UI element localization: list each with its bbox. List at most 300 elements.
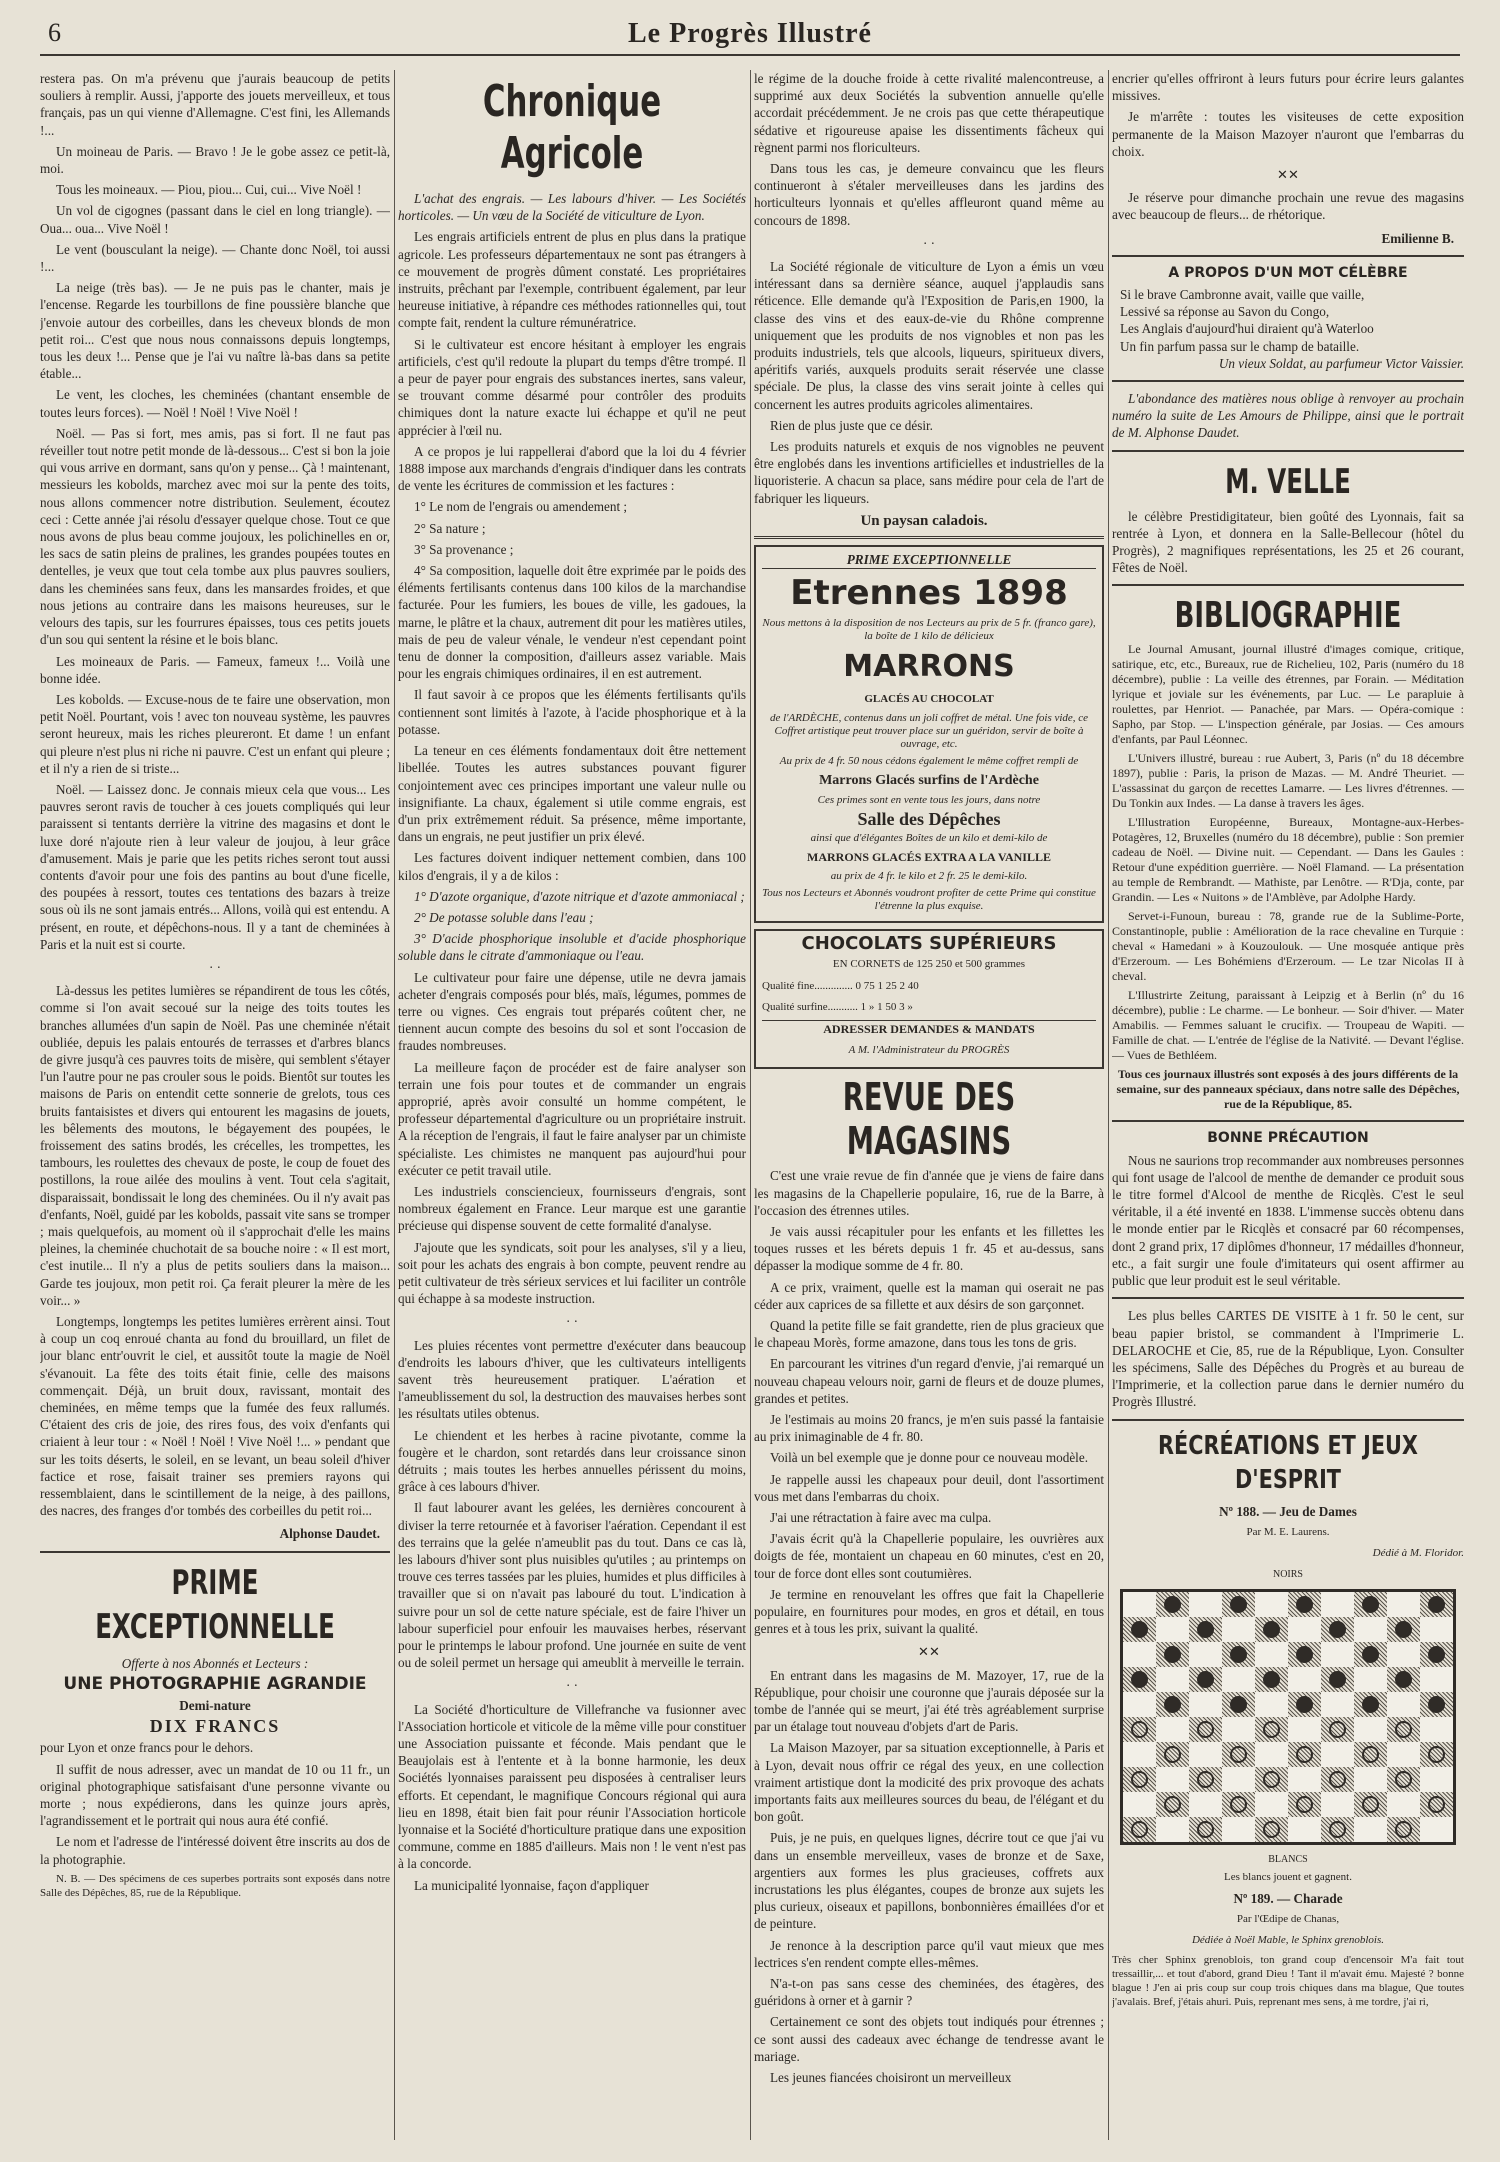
precaution-title: BONNE PRÉCAUTION (1207, 1130, 1369, 1147)
column-rule (394, 70, 395, 2140)
board-square-light (1189, 1692, 1222, 1717)
paragraph: Il faut labourer avant les gelées, les dernières concourent à diviser la terre retournée et à favoriser l'aération. Cependant il est des terrains que la gelée n'ameublit pas du tout. Dans ce cas là, les labours d'hiver sont plus nuisibles qu'utiles ; au printemps on trouve ces terres tassées par les pluies, humides et plus difficiles à travailler que si on n'avait pas labouré du tout. L'indication à suivre pour un sol de cette nature spéciale, est de faire l'hiver un labour superficiel pour enfouir les mauvaises herbes, réservant pour le printemps le labour profond. Une journée en suite de vent ou de soleil permet un hersage qui ameublit à merveille le terrain. (398, 1500, 746, 1671)
board-square-light (1387, 1742, 1420, 1767)
board-square-light (1222, 1717, 1255, 1742)
paragraph: Un moineau de Paris. — Bravo ! Je le gobe assez ce petit-là, moi. (40, 143, 390, 177)
board-square-light (1255, 1792, 1288, 1817)
paragraph: Dans tous les cas, je demeure convaincu que les fleurs continueront à s'étaler merveilleuses dans les jardins des horticulteurs lyonnais et qu'elles affleuront quand même au concours de 1898. (754, 161, 1104, 228)
paragraph: Rien de plus juste que ce désir. (770, 417, 933, 433)
board-square (1420, 1742, 1453, 1767)
column-3 (754, 70, 1104, 2140)
black-piece (1296, 1646, 1313, 1663)
white-piece (1329, 1721, 1346, 1738)
paragraph: Noël. — Pas si fort, mes amis, pas si fort. Il ne faut pas réveiller tout notre petit monde de là-dessous... C'est si bon la joie qui vous arrive en dormant, sans qu'on y pense... Çà ! maintenant, messieurs les kobolds, marchez avec moi sur la pente des toits, nous allons commencer notre distribution. Seulement, écoutez ceci : Cette année j'ai résolu d'essayer quelque chose. Tout ce que nous avons de plus beau comme joujoux, les polichinelles en or, les sacs de satin pleins de pralines, les grandes poupées toutes en dentelles, je veux que tout cela tombe aux plus pauvres souliers, dans les cheminées sans feux, dans les mansardes froides, et que nous jetions au contraire dans les maisons heureuses, sur le velours des tapis, sur les fourrures épaisses, tous ces petits jouets d'un sou qui sentent la résine et le bois blanc. (40, 425, 390, 648)
board-square-light (1288, 1717, 1321, 1742)
paragraph: Je réserve pour dimanche prochain une revue des magasins avec beaucoup de fleurs... de rhétorique. (1112, 190, 1464, 223)
chocolats-title: CHOCOLATS SUPÉRIEURS (801, 933, 1057, 955)
board-square-light (1255, 1592, 1288, 1617)
paragraph: Il faut savoir à ce propos que les éléments fertilisants qu'ils contiennent sont limités à l'azote, à l'acide phosphorique et à la potasse. (398, 687, 746, 737)
board-square (1222, 1692, 1255, 1717)
paragraph: N. B. — Des spécimens de ces superbes portraits sont exposés dans notre Salle des Dépêches, 85, rue de la République. (40, 1872, 390, 1899)
board-square (1156, 1792, 1189, 1817)
white-piece (1395, 1721, 1412, 1738)
board-square-light (1156, 1667, 1189, 1692)
prime-photo-heading: UNE PHOTOGRAPHIE AGRANDIE (63, 1673, 367, 1694)
board-square (1255, 1717, 1288, 1742)
white-piece (1296, 1796, 1313, 1813)
board-square-light (1321, 1742, 1354, 1767)
separator: · · (922, 235, 936, 251)
board-square (1123, 1817, 1156, 1842)
board-square-light (1354, 1717, 1387, 1742)
board-square (1354, 1642, 1387, 1667)
board-square-light (1321, 1692, 1354, 1717)
paragraph: restera pas. On m'a prévenu que j'aurais beaucoup de petits souliers à remplir. Aussi, j'apporte des jouets merveilleux, et tous français, pas un qui vienne d'Allemagne. C'est fini, les Allemands !... (40, 71, 390, 138)
paragraph: J'ai une rétractation à faire avec ma culpa. (770, 1509, 992, 1525)
paragraph: Le chiendent et les herbes à racine pivotante, comme la fougère et le chardon, sont retardés dans leur croissance sinon détruits ; mais toutes les herbes annuelles périssent du moins, grâce à ces labours d'hiver. (398, 1427, 746, 1495)
page-number: 6 (48, 18, 61, 47)
white-piece (1362, 1796, 1379, 1813)
paragraph: Servet-i-Funoun, bureau : 78, grande rue de la Sublime-Porte, Constantinople, publie : Amélioration de la race chevaline en Turquie : cheval « Hamedani » à Kouzoulouk. — Une mosquée antique près d'Erzeroum. — Les Bohémiens d'Erzeroum. — Le tzar Nicolas II à cheval. (1112, 909, 1464, 984)
black-piece (1230, 1646, 1247, 1663)
board-square-light (1288, 1767, 1321, 1792)
divider (754, 536, 1104, 539)
paragraph: Les moineaux de Paris. — Fameux, fameux !... Voilà une bonne idée. (40, 653, 390, 686)
board-square (1288, 1642, 1321, 1667)
separator: · · (565, 1314, 579, 1330)
chronique-signature: Un paysan caladois. (860, 512, 988, 529)
revue-signature: Emilienne B. (1381, 230, 1454, 246)
glaces-label: GLACÉS AU CHOCOLAT (864, 693, 994, 706)
board-square (1123, 1767, 1156, 1792)
divider (1112, 450, 1464, 452)
board-square (1255, 1667, 1288, 1692)
vanille-price: au prix de 4 fr. le kilo et 2 fr. 25 le demi-kilo. (830, 870, 1028, 883)
paragraph: En parcourant les vitrines d'un regard d'envie, j'ai remarqué un nouveau chapeau velours noir, garni de fleurs et de douze plumes, grandes et petites. (754, 1356, 1104, 1406)
paragraph: Les produits naturels et exquis de nos vignobles ne peuvent être englobés dans les inventions artificielles et industrielles de la liquoristerie. A chacun sa place, sans médire pour cela de l'art de fabriquer les liqueurs. (754, 439, 1104, 506)
white-piece (1131, 1771, 1148, 1788)
black-piece (1164, 1596, 1181, 1613)
paragraph: Le vent (bousculant la neige). — Chante donc Noël, toi aussi !... (40, 241, 390, 275)
board-square (1123, 1667, 1156, 1692)
black-piece (1263, 1671, 1280, 1688)
paragraph: 1° Le nom de l'engrais ou amendement ; (414, 499, 628, 515)
column-4 (1112, 70, 1464, 2140)
etrennes-ad (754, 545, 1104, 923)
paragraph: A ce prix, vraiment, quelle est la maman qui oserait ne pas céder aux caprices de sa fillette et aux désirs de son garçonnet. (754, 1279, 1104, 1312)
poem-line: Un fin parfum passa sur le champ de bataille. (1120, 338, 1360, 354)
velle-title: M. VELLE (1225, 461, 1351, 502)
paragraph: Je rappelle aussi les chapeaux pour deuil, dont l'assortiment vous met dans l'embarras du choix. (754, 1471, 1104, 1504)
paragraph: La municipalité lyonnaise, façon d'appliquer (414, 1877, 649, 1893)
paragraph: Je vais aussi récapituler pour les enfants et les fillettes les toques russes et les bérets depuis 1 fr. 45 et au-dessus, sans dépasser la modique somme de 4 fr. 80. (754, 1223, 1104, 1274)
board-square (1288, 1692, 1321, 1717)
board-square (1321, 1817, 1354, 1842)
white-piece (1131, 1821, 1148, 1838)
paragraph: La neige (très bas). — Je ne puis pas le chanter, mais je l'encense. Regarde les tourbillons de fine poussière blanche que j'envoie autour des corbeilles, dans les cheveux blonds de mon petit roi... C'est que nous nous connaissons depuis longtemps, tous les deux !... Pense que je l'ai vu naître là-bas dans sa petite étable... (40, 280, 390, 382)
board-square (1387, 1617, 1420, 1642)
paragraph: N'a-t-on pas sans cesse des cheminées, des étagères, des guéridons à orner et à garnir ? (754, 1976, 1104, 2009)
paragraph: Le vent, les cloches, les cheminées (chantant ensemble de toutes leurs forces). — Noël ! Noël ! Vive Noël ! (40, 387, 390, 420)
black-piece (1296, 1696, 1313, 1713)
board-square-light (1420, 1617, 1453, 1642)
black-piece (1164, 1696, 1181, 1713)
noirs-label: NOIRS (1272, 1569, 1303, 1581)
paragraph: Je renonce à la description parce qu'il vaut mieux que mes lectrices s'en rendent compte elles-mêmes. (754, 1937, 1104, 1970)
poem-line: Les Anglais d'aujourd'hui diraient qu'à Waterloo (1120, 321, 1374, 337)
board-square-light (1123, 1742, 1156, 1767)
column-rule (750, 70, 751, 2140)
noel-story-intro (40, 70, 390, 953)
board-square-light (1255, 1642, 1288, 1667)
board-square (1420, 1792, 1453, 1817)
divider (1112, 380, 1464, 382)
white-piece (1197, 1771, 1214, 1788)
board-square-light (1354, 1767, 1387, 1792)
paragraph: J'avais écrit qu'à la Chapellerie populaire, les ouvrières aux doigts de fée, montaient un chapeau en 60 minutes, c'est en 20, tour de force dont elles sont coutumières. (754, 1531, 1104, 1581)
paragraph: L'Univers illustré, bureau : rue Aubert, 3, Paris (nº du 18 décembre 1897), publie : Paris, la prison de Mazas. — M. André Theuriet. — L'assassinat du garçon de recettes Lamarre. — Les livres d'étrennes. — Du Tonkin aux Indes. — La danse à travers les âges. (1112, 751, 1464, 811)
paragraph: 1° D'azote organique, d'azote nitrique et d'azote ammoniacal ; (414, 888, 745, 904)
etrennes-sale: Ces primes sont en vente tous les jours, dans notre (817, 793, 1041, 806)
black-piece (1428, 1646, 1445, 1663)
marrons-heading: MARRONS (843, 649, 1015, 685)
column-rule (1108, 70, 1109, 2140)
newspaper-title: Le Progrès Illustré (628, 18, 872, 49)
black-piece (1428, 1696, 1445, 1713)
board-square-light (1189, 1592, 1222, 1617)
board-square-light (1156, 1817, 1189, 1842)
etrennes-band: PRIME EXCEPTIONNELLE (762, 551, 1096, 569)
paragraph: La Maison Mazoyer, par sa situation exceptionnelle, à Paris et à Lyon, devait nous offrir ce régal des yeux, en une collection vraiment artistique dont la modicité des prix provoque des achats importants faits aux meilleures sources du beau, de l'élégant et du bon goût. (754, 1740, 1104, 1825)
page-header (40, 14, 1460, 56)
paragraph: le régime de la douche froide à cette rivalité malencontreuse, a supprimé aux deux Sociétés la subvention annuelle qu'elle accordait précédemment. Je ne crois pas que cette thérapeutique sédative et rigoureuse apaise les dissentiments fâcheux qui règnent parmi nos floriculteurs. (754, 71, 1104, 155)
chocolats-header: EN CORNETS de 125 250 et 500 grammes (832, 958, 1026, 971)
paragraph: 3° D'acide phosphorique insoluble et d'acide phosphorique soluble dans le citrate d'ammoniaque ou l'eau. (398, 931, 746, 964)
board-square (1288, 1592, 1321, 1617)
white-piece (1395, 1821, 1412, 1838)
board-square (1189, 1667, 1222, 1692)
divider (1112, 584, 1464, 586)
divider (1112, 255, 1464, 257)
white-piece (1263, 1821, 1280, 1838)
board-square-light (1123, 1792, 1156, 1817)
black-piece (1164, 1646, 1181, 1663)
black-piece (1362, 1696, 1379, 1713)
board-square (1321, 1717, 1354, 1742)
board-square (1222, 1792, 1255, 1817)
board-square (1156, 1742, 1189, 1767)
white-piece (1197, 1821, 1214, 1838)
board-square (1321, 1767, 1354, 1792)
board-square (1354, 1592, 1387, 1617)
chronique-summary: L'achat des engrais. — Les labours d'hiver. — Les Sociétés horticoles. — Un vœu de la Société de viticulture de Lyon. (398, 191, 746, 224)
divider (1112, 1120, 1464, 1122)
white-piece (1395, 1771, 1412, 1788)
paragraph: le célèbre Prestidigitateur, bien goûté des Lyonnais, fait sa rentrée à Lyon, et donnera en la Salle-Bellecour (hôtel du Progrès), 2 magnifiques représentations, les 25 et 26 courant, Fêtes de Noël. (1112, 508, 1464, 576)
paragraph: Tous ces journaux illustrés sont exposés à des jours différents de la semaine, sur des panneaux spéciaux, dans notre salle des Dépêches, rue de la République, 85. (1116, 1067, 1460, 1112)
board-square-light (1222, 1767, 1255, 1792)
board-square (1156, 1592, 1189, 1617)
separator: ✕✕ (917, 1644, 941, 1660)
board-square-light (1387, 1792, 1420, 1817)
board-square-light (1321, 1592, 1354, 1617)
board-square (1123, 1717, 1156, 1742)
board-square (1354, 1742, 1387, 1767)
board-square-light (1189, 1792, 1222, 1817)
board-square (1420, 1592, 1453, 1617)
charade-author: Par l'Œdipe de Chanas, (1236, 1912, 1340, 1925)
paragraph: Le nom et l'adresse de l'intéressé doivent être inscrits au dos de la photographie. (40, 1834, 390, 1867)
board-square-light (1420, 1817, 1453, 1842)
board-square-light (1156, 1617, 1189, 1642)
prime-demi: Demi-nature (179, 1698, 251, 1714)
paragraph: 4° Sa composition, laquelle doit être exprimée par le poids des éléments fertilisants contenus dans 100 kilos de la marchandise facturée. Pour les fumiers, les boues de ville, les gadoues, la marne, le plâtre et la chaux, autrement dit pour les matières utiles, mais de peu de valeur vénale, le vendeur n'est cependant point tenu de donner la composition, d'ailleurs assez variable. Mais pour les engrais chimiques ordinaires, il en est autrement. (398, 563, 746, 682)
chocolats-address: ADRESSER DEMANDES & MANDATS (762, 1020, 1096, 1038)
etrennes-desc: de l'ARDÈCHE, contenus dans un joli coffret de métal. Une fois vide, ce Coffret artistique peut trouver place sur un guéridon, servir de boîte à ouvrage, etc. (769, 712, 1089, 751)
paragraph: Tous les moineaux. — Piou, piou... Cui, cui... Vive Noël ! (56, 182, 362, 198)
board-square (1354, 1792, 1387, 1817)
paragraph: Les factures doivent indiquer nettement combien, dans 100 kilos d'engrais, il y a de kilos : (398, 850, 746, 883)
board-square (1189, 1717, 1222, 1742)
paragraph: Nous ne saurions trop recommander aux nombreuses personnes qui font usage de l'alcool de menthe de demander ce produit sous le titre formel d'Alcool de menthe de Ricqlès. C'est le seul véritable, il a été inventé en 1838. L'immense succès obtenu dans le monde entier par le Ricqlès et consacré par 60 récompenses, dont 2 grand prix, 17 diplômes d'honneur, 17 médailles d'honneur, etc., a fait surgir une foule d'imitateurs qui osent affirmer au public que leur produit est le seul véritable. (1112, 1152, 1464, 1289)
charade-title: Nº 189. — Charade (1233, 1890, 1343, 1906)
white-piece (1197, 1721, 1214, 1738)
blancs-note: Les blancs jouent et gagnent. (1224, 1870, 1352, 1883)
black-piece (1131, 1621, 1148, 1638)
paragraph: Je l'estimais au moins 20 francs, je m'en suis passé la fantaisie au prix inimaginable de 4 fr. 80. (754, 1411, 1104, 1445)
board-square (1222, 1642, 1255, 1667)
white-piece (1263, 1721, 1280, 1738)
vanille-label: MARRONS GLACÉS EXTRA A LA VANILLE (807, 849, 1051, 864)
board-square-light (1354, 1617, 1387, 1642)
paragraph: La meilleure façon de procéder est de faire analyser son terrain une fois pour toutes et de commander un engrais approprié, après avoir consulté un homme compétent, le professeur départemental d'agriculture ou un propriétaire instruit. A la réception de l'engrais, il faut le faire analyser par un chimiste spécialiste. Les chimistes ne manquent pas aujourd'hui pour exécuter ce petit travail utile. (398, 1059, 746, 1178)
board-square-light (1420, 1717, 1453, 1742)
black-piece (1263, 1621, 1280, 1638)
dames-author: Par M. E. Laurens. (1246, 1525, 1330, 1538)
divider (1112, 1297, 1464, 1299)
black-piece (1329, 1621, 1346, 1638)
paragraph: Les jeunes fiancées choisiront un merveilleux (770, 2070, 1012, 2086)
paragraph: La Société régionale de viticulture de Lyon a émis un vœu intéressant dans sa dernière séance, auquel j'applaudis sans réticence. Elle demande qu'à l'Exposition de Paris,en 1900, la classe des vins et des eaux-de-vie du Rhône comprenne uniquement que les produits de nos vignobles et non pas les produits industriels, tels que alcools, liqueurs, spiritueux divers, apéritifs variés, auxquels produits serait réservée une classe spéciale. De plus, la classe des vins serait jointe à celles qui concernent les autres produits agricoles alimentaires. (754, 259, 1104, 412)
paragraph: L'Illustrirte Zeitung, paraissant à Leipzig et à Berlin (nº du 16 décembre), publie : Le charme. — Le bonheur. — Soir d'hiver. — Mater Amabilis. — Femmes saluant le crucifix. — Troupeau de Wapiti. — Famille de chat. — L'entrée de l'église de la Nativité. — Devant l'église. — Vues de Bethléem. (1112, 988, 1464, 1063)
prime-subtitle: Offerte à nos Abonnés et Lecteurs : (121, 1655, 309, 1671)
board-square-light (1156, 1717, 1189, 1742)
paragraph: Voilà un bel exemple que je donne pour ce nouveau modèle. (770, 1450, 1088, 1466)
paragraph: Le Journal Amusant, journal illustré d'images comique, critique, satirique, etc, etc., Bureaux, rue de Richelieu, 102, Paris (numéro du 18 décembre), publie : La veille des étrennes, par Forain. — Méditation lyrique et joviale sur les événements, par Luc. — Le parapluie à roulettes, par Henriot. — Panachée, par Mars. — Opéra-comique : Sapho, par Stop. — L'inspection générale, par Josias. — Ces amours d'enfants, par Paul Léonnec. (1112, 642, 1464, 747)
board-square (1222, 1592, 1255, 1617)
board-square-light (1288, 1667, 1321, 1692)
dames-title: Nº 188. — Jeu de Dames (1219, 1503, 1357, 1519)
board-square (1189, 1817, 1222, 1842)
board-square (1255, 1767, 1288, 1792)
board-square-light (1222, 1667, 1255, 1692)
etrennes-title: Etrennes 1898 (790, 573, 1068, 614)
black-piece (1395, 1671, 1412, 1688)
board-square-light (1321, 1642, 1354, 1667)
board-square-light (1420, 1667, 1453, 1692)
paragraph: Si le cultivateur est encore hésitant à employer les engrais artificiels, c'est qu'il redoute la plupart du temps d'être trompé. Il a peur de payer pour engrais des substances inertes, sans valeur, se trouvant comme désarmé pour contrôler des produits chimiques dont la nature exacte lui échappe et qu'il ne peut apprécier à l'œil nu. (398, 336, 746, 438)
poem-line: Lessivé sa réponse au Savon du Congo, (1120, 304, 1330, 320)
etrennes-offer: Au prix de 4 fr. 50 nous cédons également le même coffret rempli de (779, 755, 1079, 768)
board-square-light (1420, 1767, 1453, 1792)
board-square (1387, 1817, 1420, 1842)
board-square (1189, 1767, 1222, 1792)
paragraph: Les plus belles CARTES DE VISITE à 1 fr. 50 le cent, sur beau papier bristol, se commandent à l'Imprimerie L. DELAROCHE et Cie, 85, rue de la République, Lyon. Consulter les spécimens, Salle des Dépêches du Progrès et au bureau de l'Imprimerie, et la collection parue dans le dernier numéro du Progrès Illustré. (1112, 1308, 1464, 1410)
board-square (1156, 1692, 1189, 1717)
board-square (1255, 1817, 1288, 1842)
paragraph: Noël. — Laissez donc. Je connais mieux cela que vous... Les pauvres seront ravis de toucher à ces jouets compliqués qui leur paraissent si tentants derrière la vitrine des magasins et dont le luxe doré n'ajoute rien à leur valeur de joujou, à leur grâce d'amusement. Mais je parie que les petits riches seront tout aussi contents d'avoir pour une fois des pantins au bout d'une ficelle, des poupées à ressort, toutes ces tentations des bazars à treize sous où ils ne sont jamais entrés... Allons, voilà qui est entendu. A présent, en route, et dépêchons-nous. Il y a tant de cheminées à Paris et la nuit est si courte. (40, 781, 390, 952)
paragraph: 2° De potasse soluble dans l'eau ; (414, 909, 594, 925)
board-square (1189, 1617, 1222, 1642)
board-square (1354, 1692, 1387, 1717)
board-square-light (1354, 1667, 1387, 1692)
paragraph: Les pluies récentes vont permettre d'exécuter dans beaucoup d'endroits les labours d'hiver, que les cultivateurs intelligents savent très heureusement pratiquer. L'aération et l'ameublissement du sol, la destruction des mauvaises herbes sont les résultats utiles obtenus. (398, 1337, 746, 1422)
paragraph: A ce propos je lui rappellerai d'abord que la loi du 4 février 1888 impose aux marchands d'engrais d'indiquer dans les contrats de vente les écritures de commission et les factures : (398, 443, 746, 494)
jeux-title: RÉCRÉATIONS ET JEUX D'ESPRIT (1158, 1430, 1418, 1495)
charade-dedication: Dédiée à Noël Mable, le Sphinx grenoblois. (1191, 1934, 1385, 1947)
separator: · · (565, 1678, 579, 1694)
board-square-light (1288, 1817, 1321, 1842)
salle-depeches-label: Salle des Dépêches (857, 808, 1001, 829)
paragraph: Un vol de cigognes (passant dans le ciel en long triangle). — Oua... oua... Vive Noël ! (40, 203, 390, 236)
board-square (1288, 1742, 1321, 1767)
board-square-light (1255, 1742, 1288, 1767)
etrennes-note: Tous nos Lecteurs et Abonnés voudront profiter de cette Prime qui constitue l'étrenne la plus exquise. (762, 887, 1096, 913)
board-square (1288, 1792, 1321, 1817)
prime-photo-ad (40, 1561, 390, 1900)
board-square (1222, 1742, 1255, 1767)
chocolats-admin: A M. l'Administrateur du PROGRÈS (848, 1044, 1010, 1057)
board-square-light (1123, 1592, 1156, 1617)
author-signature: Alphonse Daudet. (279, 1526, 380, 1542)
chocolats-row: Qualité surfine........... 1 » 1 50 3 » (762, 1000, 913, 1013)
board-square-light (1189, 1642, 1222, 1667)
paragraph: La Société d'horticulture de Villefranche va fusionner avec l'Association horticole et viticole de la même ville pour constituer une Association puissante et féconde. Mais pendant que le Beaujolais est à l'entente et à la bonne harmonie, les deux Sociétés lyonnaises paraissent peu disposées à centraliser leurs efforts. Et cependant, le magnifique Concours régional qui aura lieu en 1898, était bien fait pour réunir l'Association horticole lyonnaise et la Société d'horticulture pratique dans une exposition commune, comme en 1885 d'ailleurs. Mais non ! le vent n'est pas à la concorde. (398, 1701, 746, 1872)
black-piece (1296, 1596, 1313, 1613)
paragraph: Certainement ce sont des objets tout indiqués pour étrennes ; ce sont aussi des cadeaux avec échange de tendresse avant le mariage. (754, 2014, 1104, 2064)
white-piece (1230, 1746, 1247, 1763)
black-piece (1362, 1646, 1379, 1663)
board-square-light (1288, 1617, 1321, 1642)
board-square (1123, 1617, 1156, 1642)
prime-title: PRIME EXCEPTIONNELLE (95, 1562, 335, 1647)
paragraph: Le cultivateur pour faire une dépense, utile ne devra jamais acheter d'engrais composés pour blés, maïs, légumes, pommes de terre ou vignes. Ces engrais tout préparés coûtent cher, ne tiennent aucun compte des besoins du sol et sont l'occasion de fraudes nombreuses. (398, 969, 746, 1054)
chocolats-ad (754, 929, 1104, 1069)
board-square (1321, 1617, 1354, 1642)
paragraph: C'est une vraie revue de fin d'année que je viens de faire dans les magasins de la Chapellerie populaire, 16, rue de la Barre, à l'occasion des étrennes utiles. (754, 1168, 1104, 1218)
white-piece (1164, 1796, 1181, 1813)
paragraph: Quand la petite fille se fait grandette, rien de plus gracieux que le chapeau Morès, forme amazone, dans tous les tons de gris. (754, 1317, 1104, 1351)
chocolats-row: Qualité fine.............. 0 75 1 25 2 40 (762, 979, 919, 992)
black-piece (1362, 1596, 1379, 1613)
paragraph: pour Lyon et onze francs pour le dehors. (40, 1740, 254, 1756)
paragraph: Les industriels consciencieux, fournisseurs d'engrais, sont nombreux également en France. Leur marque est une garantie précieuse qui dispense souvent de cette formalité d'analyse. (398, 1183, 746, 1234)
poem-line: Si le brave Cambronne avait, vaille que vaille, (1120, 287, 1365, 303)
etrennes-intro: Nous mettons à la disposition de nos Lecteurs au prix de 5 fr. (franco gare), la boîte de 1 kilo de délicieux (762, 617, 1096, 643)
chronique-title: Chronique Agricole (482, 76, 662, 179)
white-piece (1329, 1771, 1346, 1788)
dames-dedication: Dédié à M. Floridor. (1372, 1546, 1464, 1559)
paragraph: La teneur en ces éléments fondamentaux doit être nettement libellée. Toutes les autres substances pouvant figurer conjointement avec ces principes important une valeur nulle ou insignifiante. La chaux, également si utile comme engrais, est d'un prix extrêmement réduit. Sa présence, même importante, dans un engrais, ne peut justifier un prix élevé. (398, 743, 746, 845)
white-piece (1131, 1721, 1148, 1738)
poem-signature: Un vieux Soldat, au parfumeur Victor Vaissier. (1218, 355, 1464, 371)
board-square (1387, 1717, 1420, 1742)
paragraph: Je termine en renouvelant les offres que fait la Chapellerie populaire, en fournitures pour modes, en gros et détail, en tous genres et à tous les prix, suivant la qualité. (754, 1586, 1104, 1637)
board-square-light (1387, 1592, 1420, 1617)
board-square (1420, 1692, 1453, 1717)
separator: · · (208, 959, 222, 975)
column-1 (40, 70, 390, 2140)
board-square-light (1255, 1692, 1288, 1717)
paragraph: 3° Sa provenance ; (414, 541, 514, 557)
paragraph: Puis, je ne puis, en quelques lignes, décrire tout ce que j'ai vu dans un ensemble merveilleux, vases de bronze et de Saxe, argentiers aux formes les plus gracieuses, coffrets aux incrustations les plus élégantes, coupes de bronze aux sujets les plus curieux, oiseaux et papillons, bonbonnières émaillées d'or et de peinture. (754, 1830, 1104, 1932)
paragraph: 2° Sa nature ; (414, 520, 486, 536)
white-piece (1428, 1746, 1445, 1763)
board-square-light (1222, 1617, 1255, 1642)
paragraph: Il suffit de nous adresser, avec un mandat de 10 ou 11 fr., un original photographique satisfaisant d'une personne vivante ou morte ; nous expédierons, dans les quinze jours après, l'agrandissement et le portrait qui nous aura été confié. (40, 1761, 390, 1829)
etrennes-extra: ainsi que d'élégantes Boîtes de un kilo et demi-kilo de (810, 831, 1048, 844)
board-square-light (1123, 1692, 1156, 1717)
checkers-board (1120, 1589, 1456, 1845)
black-piece (1230, 1596, 1247, 1613)
paragraph: Les kobolds. — Excuse-nous de te faire une observation, mon petit Noël. Pourtant, vois ! avec ton nouveau système, les pauvres seront heureux, mais les riches pleureront. Et dame ! un enfant qui pleure n'est plus ni riche ni pauvre. C'est un enfant qui pleure ; et il n'y a rien de si triste... (40, 691, 390, 776)
board-square (1387, 1767, 1420, 1792)
board-square-light (1354, 1817, 1387, 1842)
charade-text: Très cher Sphinx grenoblois, ton grand coup d'encensoir M'a fait tout tressaillir,... et tout d'abord, grand Dieu ! Tant il m'avait ému. Majesté ? bonne blague ! J'en ai pris coup sur coup trois chiques dans ma blague, Que toutes j'avalais. Bref, j'étais ahuri. Puis, reprenant mes sens, à me tordre, j'ai ri, (1112, 1954, 1464, 2009)
white-piece (1164, 1746, 1181, 1763)
board-square (1156, 1642, 1189, 1667)
bibliographie-title: BIBLIOGRAPHIE (1174, 595, 1402, 637)
black-piece (1197, 1621, 1214, 1638)
board-square-light (1156, 1767, 1189, 1792)
paragraph: Les engrais artificiels entrent de plus en plus dans la pratique agricole. Les professeurs départementaux ne sont pas étrangers à ce mouvement de progrès dûment constaté. Les propriétaires instruits, prêchant par l'exemple, contribuent également, par leur heureuse initiative, à répandre ces méthodes rationnelles qui, tout compte fait, rendent la culture rémunératrice. (398, 229, 746, 331)
board-square-light (1387, 1642, 1420, 1667)
black-piece (1131, 1671, 1148, 1688)
black-piece (1230, 1696, 1247, 1713)
board-square-light (1222, 1817, 1255, 1842)
paragraph: Là-dessus les petites lumières se répandirent de tous les côtés, comme si l'on avait secoué sur la neige des toits toutes les branches allumées d'un sapin de Noël. Pas une cheminée n'était oubliée, depuis les palais entourés de terrasses et d'arbres blancs de givre jusqu'à ces pauvres toits de misère, qui semblent s'étayer l'un l'autre pour ne pas crouler sous le poids. Bientôt sur toutes les maisons de Paris on entendit cette sonnerie de grelots, tous ces bruits fantaisistes et divers qui entourent les magasins de jouets, les bêlements des moutons, le bégayement des poupées, le froissement des satins brodés, les crécelles, les trompettes, les tambours, les roulettes des chevaux de poste, le coup de fouet des postillons, la roue ailée des moulins à vent. Tout cela s'agitait, disparaissait, bondissait le long des cheminées. Ou il n'y avait pas d'enfants, Noël, guidé par les kobolds, passait vite sans se tromper ; mais quelquefois, au moment où il s'approchait d'elle les mains pleines, la cheminée chuchotait de sa bouche noire : « Il est mort, c'est inutile... Il n'y a plus de petits souliers dans la maison... Garde tes joujoux, mon petit roi. Ça ferait pleurer la mère de les voir... » (40, 983, 390, 1308)
board-square (1387, 1667, 1420, 1692)
surfins-label: Marrons Glacés surfins de l'Ardèche (819, 773, 1039, 789)
black-piece (1428, 1596, 1445, 1613)
paragraph: J'ajoute que les syndicats, soit pour les analyses, s'il y a lieu, soit pour les achats des engrais à bon compte, peuvent rendre au petit cultivateur de très sérieux services et lui faciliter un contrôle qui échappe à sa modeste instruction. (398, 1239, 746, 1307)
white-piece (1329, 1821, 1346, 1838)
paragraph: encrier qu'elles offriront à leurs futurs pour écrire leurs galantes missives. (1112, 71, 1464, 104)
paragraph: L'Illustration Européenne, Bureaux, Montagne-aux-Herbes-Potagères, 12, Bruxelles (numéro du 18 décembre), publie : Son premier cadeau de Noël. — Divine nuit. — Cependant. — Dans les Gaules : Retour d'une expédition guerrière. — Noël Flamand. — La présentation au temple de Rembrandt. — Mathiste, par Lenôtre. — R'Dja, conte, par Grandin. — Les « Nuitons » de l'Amblève, par Adolphe Hardy. (1112, 815, 1464, 905)
board-square (1321, 1667, 1354, 1692)
divider (40, 1551, 390, 1553)
paragraph: Je m'arrête : toutes les visiteuses de cette exposition permanente de la Maison Mazoyer n'auront que l'embarras du choix. (1112, 109, 1464, 159)
board-square-light (1189, 1742, 1222, 1767)
white-piece (1362, 1746, 1379, 1763)
white-piece (1263, 1771, 1280, 1788)
board-square (1420, 1642, 1453, 1667)
board-square-light (1321, 1792, 1354, 1817)
abondance-note: L'abondance des matières nous oblige à renvoyer au prochain numéro la suite de Les Amours de Philippe, ainsi que le portrait de M. Alphonse Daudet. (1112, 391, 1464, 441)
board-square (1255, 1617, 1288, 1642)
paragraph: Longtemps, longtemps les petites lumières errèrent ainsi. Tout à coup un coq enroué chanta au fond du brouillard, un filet de jour blanc entr'ouvrit le ciel, et aussitôt toute la magie de Noël s'évanouit. La fête des toits était finie, celle des maisons commençait. Déjà, un bruit doux, ravissant, montait des cheminées, en même temps que la fumée des feux rallumés. C'étaient des cris de joie, des rires fous, des voix d'enfants qui criaient à leur tour : « Noël ! Noël ! Vive Noël !... » pendant que sur les toits déserts, le soleil, en se levant, un beau soleil d'hiver factice et rose, faisait trainer ses premiers rayons qui ressemblaient, dans le scintillement de la neige, à des paillons, des nacres, des franges d'or tombés des corbeilles du petit roi... (40, 1314, 390, 1519)
white-piece (1296, 1746, 1313, 1763)
paragraph: En entrant dans les magasins de M. Mazoyer, 17, rue de la République, pour choisir une couronne que j'aurais déposée sur la tombe de l'année qui se meurt, j'ai été très agréablement surprise par un étalage tout nouveau d'objets d'art de Paris. (754, 1667, 1104, 1735)
separator: ✕✕ (1276, 167, 1300, 183)
board-square-light (1123, 1642, 1156, 1667)
divider (1112, 1419, 1464, 1421)
black-piece (1395, 1621, 1412, 1638)
revue-title: REVUE DES MAGASINS (842, 1075, 1016, 1164)
blancs-label: BLANCS (1268, 1854, 1308, 1866)
column-2 (398, 70, 746, 2140)
black-piece (1329, 1671, 1346, 1688)
